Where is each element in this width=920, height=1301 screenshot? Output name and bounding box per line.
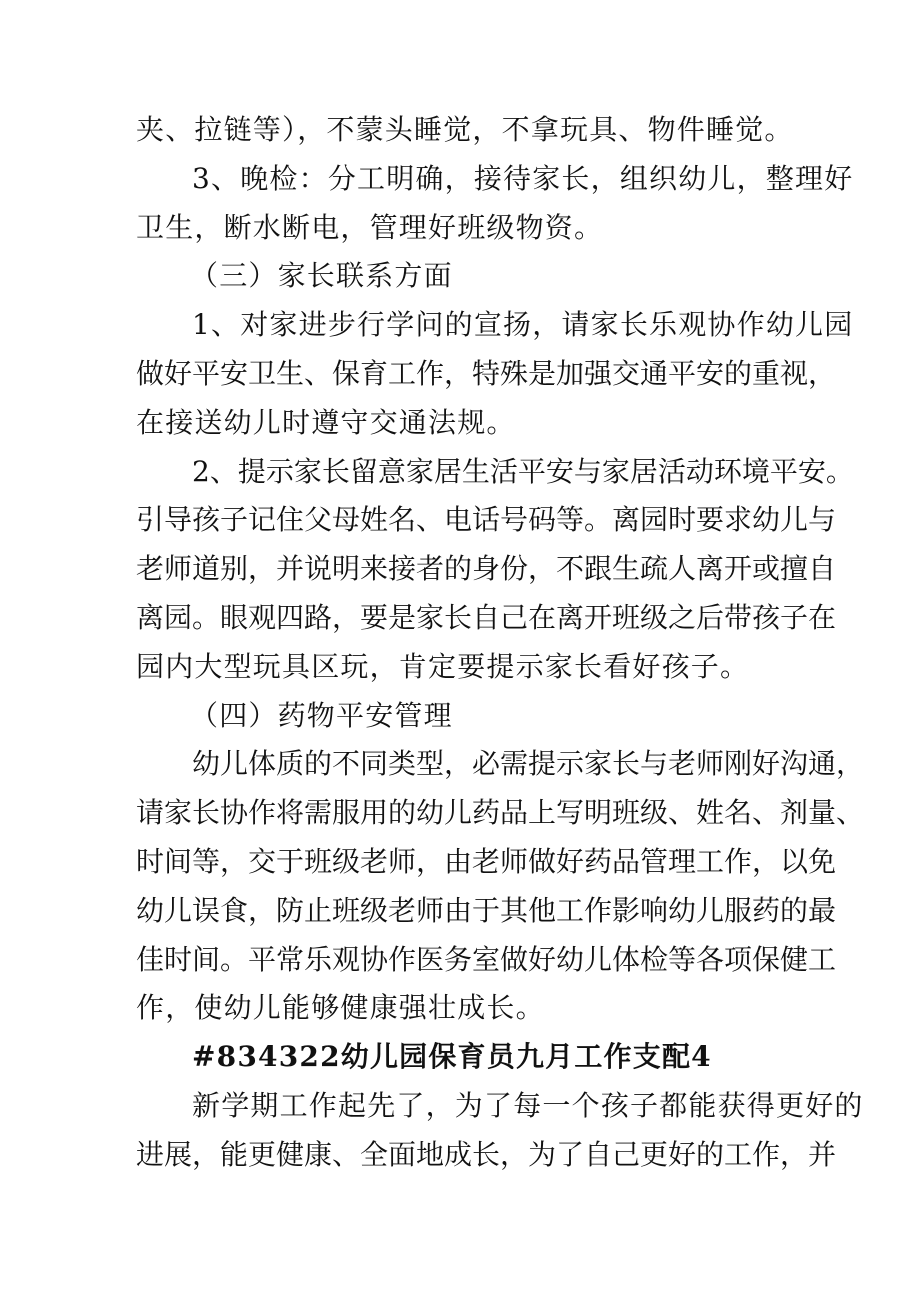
text-line: 佳时间。平常乐观协作医务室做好幼儿体检等各项保健工 [136, 942, 837, 976]
text-line: 2、提示家长留意家居生活平安与家居活动环境平安。 [192, 454, 854, 488]
document-title-line: #834322幼儿园保育员九月工作支配4 [192, 1040, 712, 1074]
section-heading: （三）家长联系方面 [190, 259, 453, 293]
text-line: 1、对家进步行学问的宣扬，请家长乐观协作幼儿园 [192, 308, 854, 342]
text-line: 夹、拉链等），不蒙头睡觉，不拿玩具、物件睡觉。 [136, 113, 794, 146]
text-line: 引导孩子记住父母姓名、电话号码等。离园时要求幼儿与 [136, 503, 837, 537]
text-line: 卫生，断水断电，管理好班级物资。 [136, 210, 604, 244]
text-line: 时间等，交于班级老师，由老师做好药品管理工作，以免 [136, 844, 837, 878]
text-line: 老师道别，并说明来接者的身份，不跟生疏人离开或擅自 [136, 552, 837, 586]
text-line: 园内大型玩具区玩，肯定要提示家长看好孩子。 [136, 649, 750, 683]
text-line: 在接送幼儿时遵守交通法规。 [136, 405, 516, 439]
text-line: 幼儿误食，防止班级老师由于其他工作影响幼儿服药的最 [136, 893, 837, 927]
text-line: 幼儿体质的不同类型，必需提示家长与老师刚好沟通， [192, 747, 865, 781]
text-line: 做好平安卫生、保育工作，特殊是加强交通平安的重视， [136, 356, 837, 390]
text-line: 新学期工作起先了，为了每一个孩子都能获得更好的 [192, 1088, 864, 1122]
text-line: 离园。眼观四路，要是家长自己在离开班级之后带孩子在 [136, 600, 837, 634]
section-heading: （四）药物平安管理 [190, 698, 453, 732]
text-line: 3、晚检：分工明确，接待家长，组织幼儿，整理好 [192, 161, 854, 195]
text-line: 请家长协作将需服用的幼儿药品上写明班级、姓名、剂量、 [136, 796, 865, 830]
document-body [136, 106, 865, 1180]
text-line: 进展，能更健康、全面地成长，为了自己更好的工作，并 [136, 1137, 837, 1171]
text-line: 作，使幼儿能够健康强壮成长。 [136, 991, 545, 1025]
